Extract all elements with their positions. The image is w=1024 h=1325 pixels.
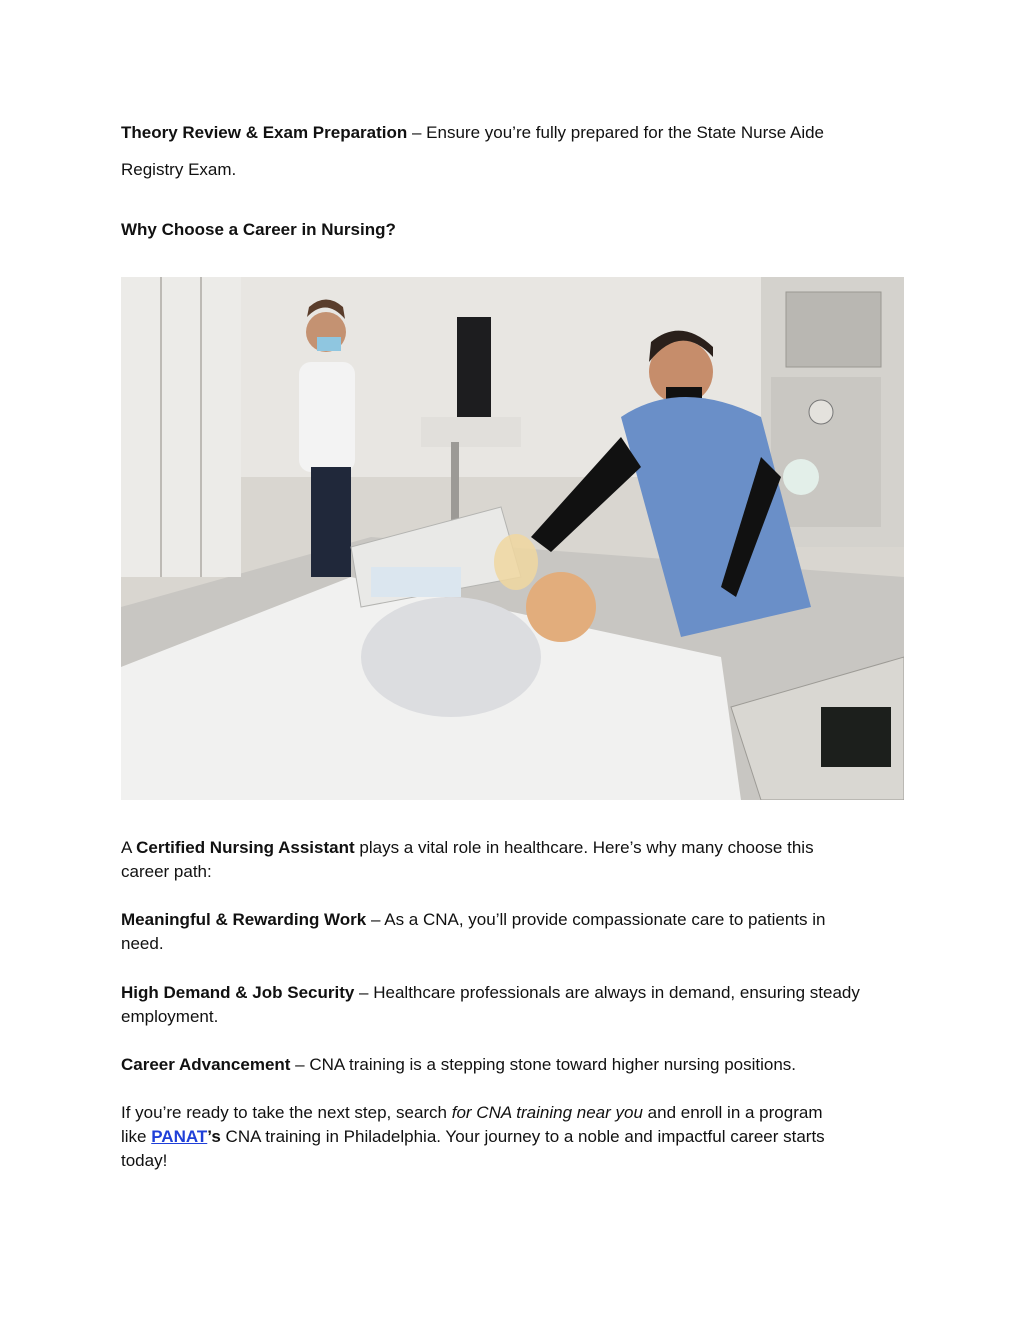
demand-line2: employment. — [121, 1007, 219, 1026]
career-line — [121, 1053, 796, 1077]
closing-like: like — [121, 1127, 152, 1146]
closing-line3: today! — [121, 1151, 168, 1170]
demand-line1 — [121, 981, 860, 1005]
career-heading: Career Advancement — [121, 1055, 291, 1074]
demand-text: – Healthcare professionals are always in demand, ensuring steady — [354, 983, 860, 1002]
photo-illustration — [121, 277, 904, 800]
theory-heading: Theory Review & Exam Preparation — [121, 123, 408, 142]
career-text: – CNA training is a stepping stone toward higher nursing positions. — [290, 1055, 797, 1074]
meaningful-heading: Meaningful & Rewarding Work — [121, 910, 367, 929]
intro-prefix: A — [121, 838, 137, 857]
meaningful-line1 — [121, 908, 826, 932]
closing-line2 — [121, 1125, 825, 1149]
why-heading-text: Why Choose a Career in Nursing? — [121, 220, 396, 239]
closing-line1 — [121, 1101, 822, 1125]
theory-text: – Ensure you’re fully prepared for the State Nurse Aide — [407, 123, 825, 142]
meaningful-text: – As a CNA, you’ll provide compassionate care to patients in — [366, 910, 826, 929]
demand-heading: High Demand & Job Security — [121, 983, 355, 1002]
theory-paragraph-line1 — [121, 121, 824, 145]
closing-suffix: and enroll in a program — [642, 1103, 823, 1122]
panat-link[interactable]: PANAT — [151, 1127, 208, 1146]
meaningful-line2: need. — [121, 934, 164, 953]
theory-paragraph-line2: Registry Exam. — [121, 160, 237, 179]
intro-paragraph-line2: career path: — [121, 862, 212, 881]
closing-prefix: If you’re ready to take the next step, search — [121, 1103, 452, 1122]
intro-suffix: plays a vital role in healthcare. Here’s why many choose this — [354, 838, 814, 857]
nursing-training-photo — [121, 277, 904, 800]
intro-paragraph-line1 — [121, 836, 814, 860]
closing-apostrophe-s: ’s — [207, 1127, 221, 1146]
closing-italic: for CNA training near you — [451, 1103, 643, 1122]
why-heading — [121, 218, 396, 242]
intro-bold: Certified Nursing Assistant — [136, 838, 355, 857]
closing-line2-text: CNA training in Philadelphia. Your journey to a noble and impactful career starts — [220, 1127, 825, 1146]
